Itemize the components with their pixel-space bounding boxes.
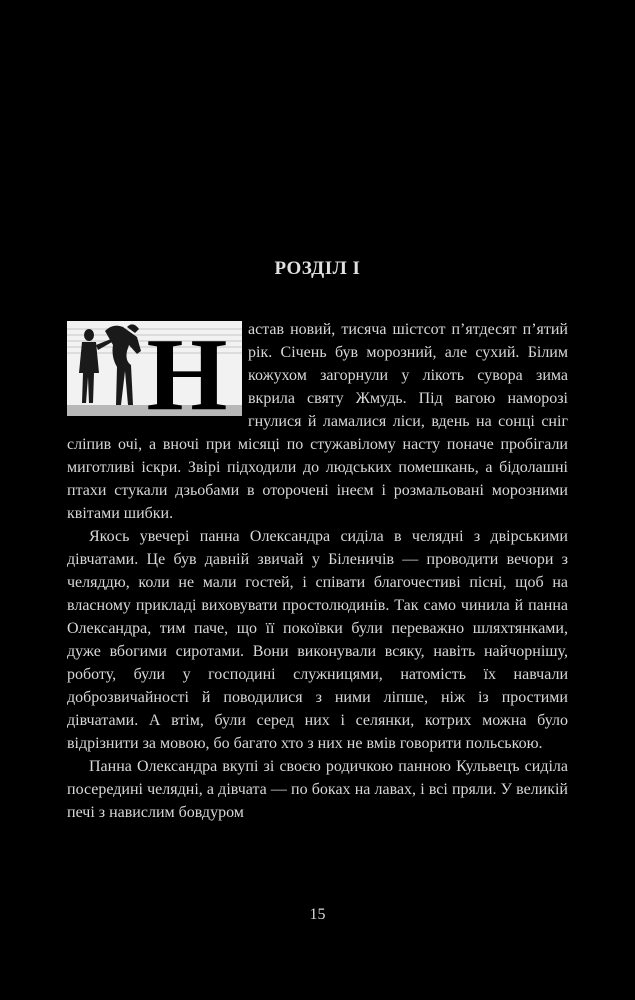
page-number: 15 xyxy=(309,906,326,923)
paragraph-2: Якось увечері панна Олександра сиділа в челядні з двірськими дівчатами. Це був давній звичай у Біленичів — проводити вечори з челяддю, коли не мали гостей, і співати благочестиві пісні, щоб на власному прикладі виховувати простолюдинів. Так само чинила й панна Олександра, тим паче, що її покоївки були переважно шляхтянками, дуже вбогими сиротами. Вони виконували всяку, навіть найчорнішу, роботу, були у господині служницями, натомість їх навчали доброзвичайності й поводилися з ними ліпше, ніж із простими дівчатами. А втім, були серед них і селянки, котрих можна було відрізнити за мовою, бо багато хто з них не вмів говорити польською. xyxy=(67,528,568,752)
dropcap-letter: Н xyxy=(146,321,228,416)
chapter-body xyxy=(67,318,568,824)
paragraph-1: астав новий, тисяча шістсот п’ятдесят п’ятий рік. Січень був морозний, але сухий. Білим кожухом загорнули у лікоть сувора зима вкрила святу Жмудь. Під вагою наморозі гнулися й ламалися ліси, вдень на сонці сніг сліпив очі, а вночі при місяці по стужавілому насту поначе пробігали миготливі іскри. Звірі підходили до людських помешкань, а бідолашні птахи стукали дзьобами в оторочені інеєм і розмальовані морозними квітами шибки. xyxy=(67,321,568,522)
dropcap-illustration xyxy=(67,321,242,416)
chapter-title: РОЗДІЛ І xyxy=(274,258,361,279)
paragraph-3: Панна Олександра вкупі зі своєю родичкою панною Кульвецъ сиділа посередині челядні, а дівчата — по боках на лавах, і всі пряли. У великій печі з навислим бовдуром xyxy=(67,758,568,821)
dropcap-svg xyxy=(67,321,242,416)
